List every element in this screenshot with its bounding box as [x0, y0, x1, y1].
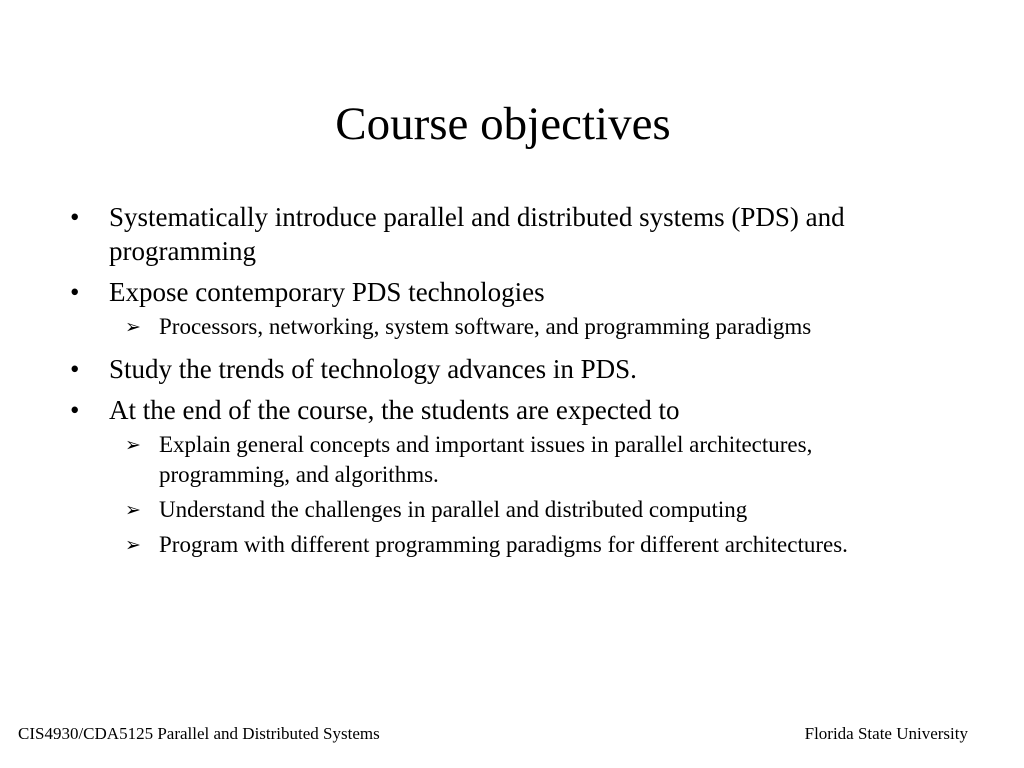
- sub-bullet-text: Processors, networking, system software, and programming paradigms: [159, 314, 812, 339]
- bullet-text: Systematically introduce parallel and distributed systems (PDS) and programming: [109, 202, 845, 266]
- bullet-item: [0, 393, 1024, 560]
- bullet-marker: •: [70, 277, 80, 307]
- sub-bullet-text: Program with different programming paradigms for different architectures.: [159, 532, 848, 557]
- sub-bullet-text: Understand the challenges in parallel and distributed computing: [159, 497, 748, 522]
- sub-bullet-item: [109, 530, 924, 560]
- sub-bullet-item: [109, 430, 924, 490]
- sub-bullet-text: Explain general concepts and important issues in parallel architectures, programming, and algorithms.: [159, 432, 813, 487]
- bullet-text: Expose contemporary PDS technologies: [109, 277, 545, 307]
- sub-list: [109, 312, 924, 342]
- bullet-marker: •: [70, 202, 80, 232]
- footer-university: Florida State University: [804, 724, 968, 743]
- bullet-item: [0, 352, 1024, 386]
- bullet-item: [0, 200, 1024, 268]
- bullet-text: Study the trends of technology advances in PDS.: [109, 354, 637, 384]
- slide-title: Course objectives: [335, 98, 671, 150]
- bullet-marker: •: [70, 395, 80, 425]
- footer-course: CIS4930/CDA5125 Parallel and Distributed Systems: [18, 724, 380, 743]
- arrow-bullet-icon: ➢: [125, 499, 141, 521]
- bullet-text: At the end of the course, the students are expected to: [109, 395, 680, 425]
- arrow-bullet-icon: ➢: [125, 534, 141, 556]
- sub-bullet-item: [109, 312, 924, 342]
- sub-list: [109, 430, 924, 560]
- sub-bullet-item: [109, 495, 924, 525]
- arrow-bullet-icon: ➢: [125, 316, 141, 338]
- arrow-bullet-icon: ➢: [125, 434, 141, 456]
- objectives-list: [0, 200, 1024, 570]
- bullet-item: [0, 275, 1024, 342]
- bullet-marker: •: [70, 354, 80, 384]
